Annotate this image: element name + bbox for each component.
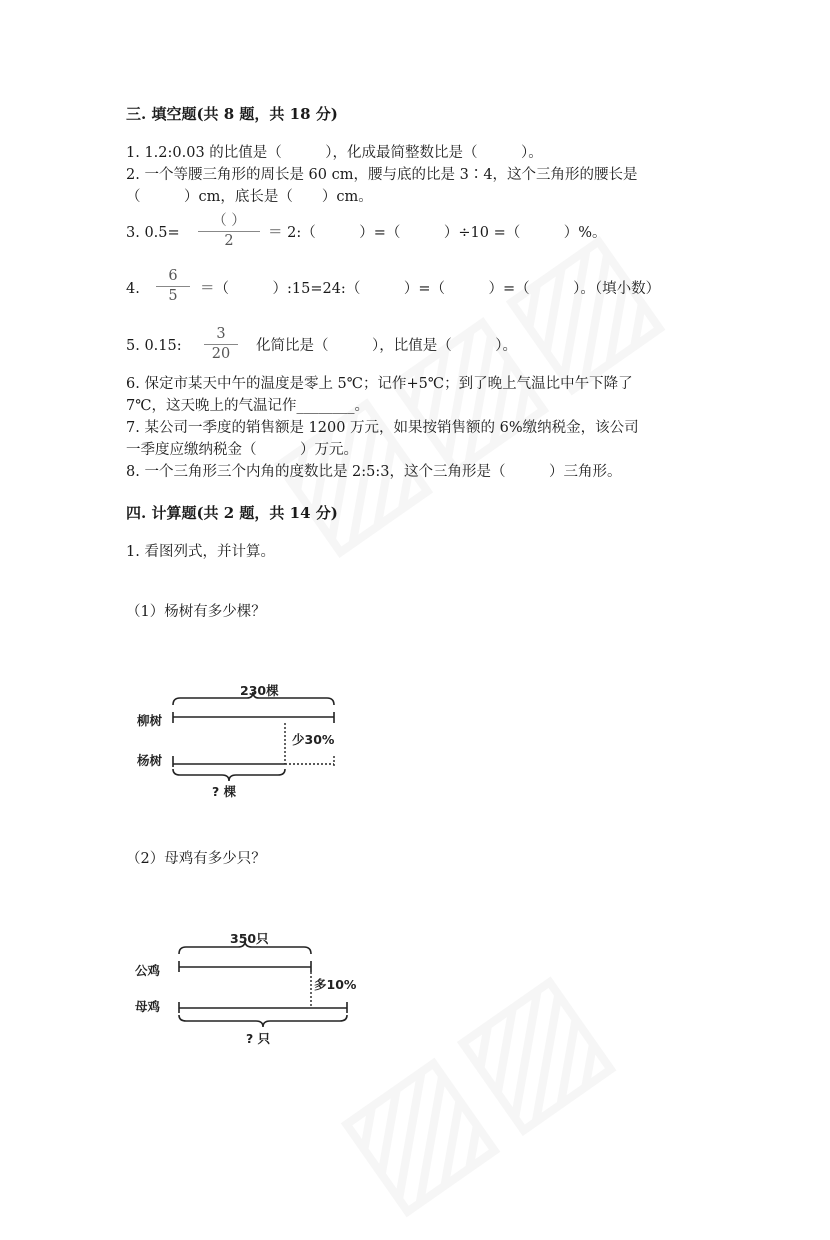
fraction-denominator: 5	[168, 288, 178, 304]
question-2-line1: 2. 一个等腰三角形的周长是 60 cm，腰与底的比是 3∶4，这个三角形的腰长是	[126, 167, 638, 183]
question-5-rest: 化简比是（ ），比值是（ ）。	[256, 338, 517, 354]
fraction-denominator: 20	[211, 346, 231, 362]
question-6-line2: 7℃，这天晚上的气温记作________。	[126, 398, 369, 414]
diagram-top-label: 230棵	[240, 683, 279, 698]
diagram-diff-label: 少30%	[292, 732, 335, 747]
question-1: 1. 1.2:0.03 的比值是（ ），化成最简整数比是（ ）。	[126, 145, 543, 161]
question-4-rest: ＝（ ）:15=24:（ ）=（ ）=（ ）。（填小数）	[200, 281, 661, 297]
question-4-prefix: 4.	[126, 281, 140, 297]
diagram-row1-label: 公鸡	[135, 963, 161, 978]
fraction-numerator: 6	[168, 268, 178, 284]
question-2-line2: （ ）cm，底长是（ ）cm。	[126, 189, 373, 205]
diagram-bottom-label: ? 只	[246, 1031, 271, 1046]
sub-question-2: （2）母鸡有多少只？	[126, 851, 266, 867]
fraction-denominator: 2	[224, 233, 234, 249]
question-3-rest: ＝ 2:（ ）=（ ）÷10 =（ ）%。	[268, 225, 607, 241]
question-7-line2: 一季度应缴纳税金（ ）万元。	[126, 442, 358, 458]
fraction-numerator: （ ）	[212, 213, 246, 229]
section4-title: 四. 计算题(共 2 题，共 14 分)	[126, 504, 338, 522]
calc-question-1: 1. 看图列式，并计算。	[126, 544, 275, 560]
question-6-line1: 6. 保定市某天中午的温度是零上 5℃；记作+5℃；到了晚上气温比中午下降了	[126, 376, 633, 392]
diagram-row2-label: 杨树	[137, 753, 163, 768]
top-brace	[179, 941, 311, 954]
question-8: 8. 一个三角形三个内角的度数比是 2:5:3，这个三角形是（ ）三角形。	[126, 464, 622, 480]
diagram-diff-label: 多10%	[314, 977, 357, 992]
bottom-brace	[179, 1015, 347, 1027]
diagram-row2-label: 母鸡	[135, 999, 161, 1014]
diagram-bottom-label: ? 棵	[212, 784, 237, 799]
section3-title: 三. 填空题(共 8 题，共 18 分)	[126, 105, 338, 123]
diagram-top-label: 350只	[230, 931, 269, 946]
sub-question-1: （1）杨树有多少棵？	[126, 604, 266, 620]
row2-segment	[179, 1002, 347, 1013]
question-7-line1: 7. 某公司一季度的销售额是 1200 万元，如果按销售额的 6%缴纳税金，该公司	[126, 420, 639, 436]
question-3-prefix: 3. 0.5=	[126, 225, 180, 241]
fraction-numerator: 3	[216, 326, 226, 342]
question-5-prefix: 5. 0.15:	[126, 338, 182, 354]
diagram-row1-label: 柳树	[137, 713, 163, 728]
row1-segment	[179, 961, 311, 972]
